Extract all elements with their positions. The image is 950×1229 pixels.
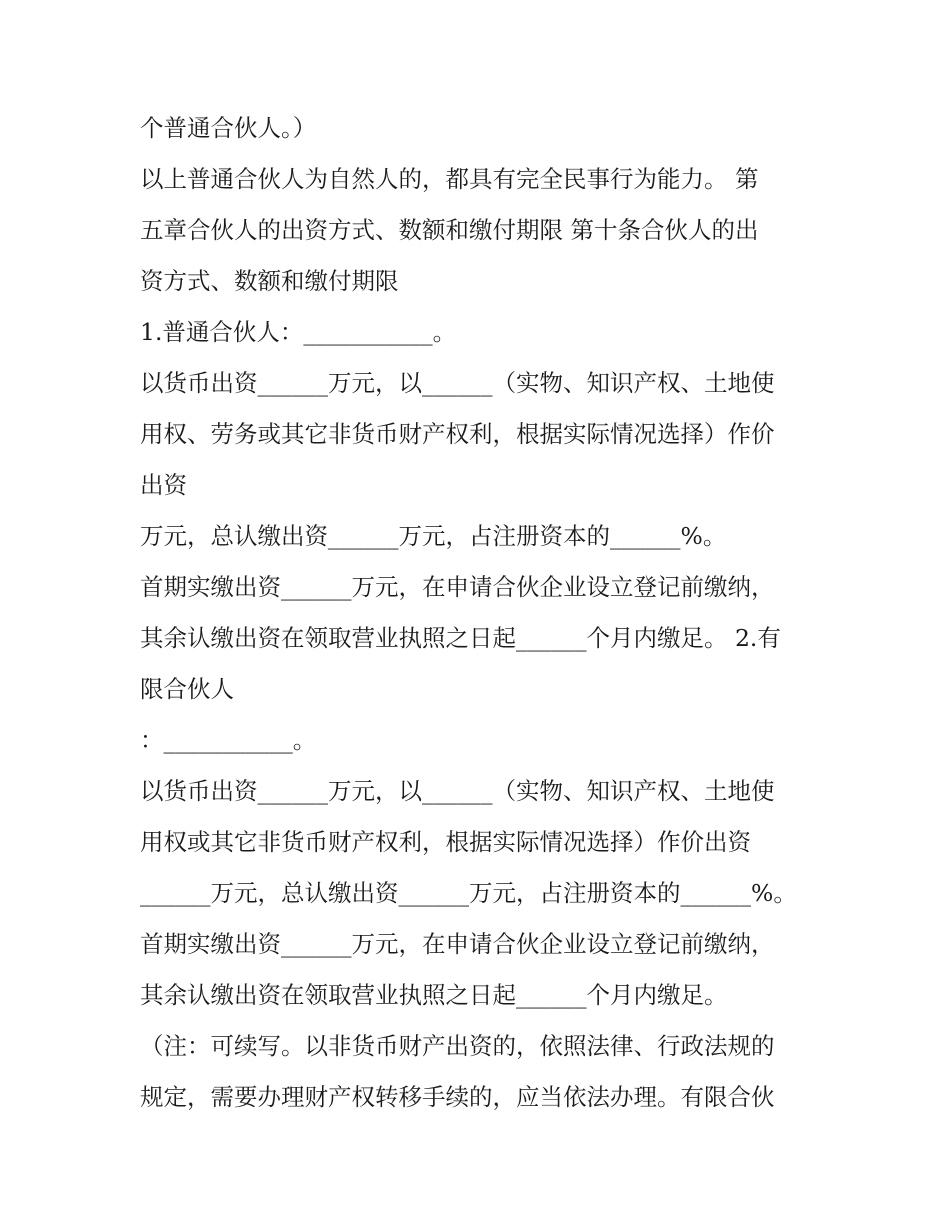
text-line: 五章合伙人的出资方式、数额和缴付期限 第十条合伙人的出 (140, 216, 759, 244)
text-line: 以上普通合伙人为自然人的，都具有完全民事行为能力。 第 (140, 165, 759, 193)
text-line: 首期实缴出资______万元，在申请合伙企业设立登记前缴纳， (140, 930, 775, 958)
text-line: 万元，总认缴出资______万元，占注册资本的______%。 (140, 522, 727, 550)
text-line: 首期实缴出资______万元，在申请合伙企业设立登记前缴纳， (140, 573, 775, 601)
text-line: 限合伙人 (140, 675, 234, 703)
text-line: ______万元，总认缴出资______万元，占注册资本的______%。 (140, 879, 797, 907)
text-line: 其余认缴出资在领取营业执照之日起______个月内缴足。 2.有 (140, 624, 781, 652)
text-line: 其余认缴出资在领取营业执照之日起______个月内缴足。 (140, 981, 728, 1009)
text-line: 出资 (140, 471, 187, 499)
text-line: 1.普通合伙人：___________。 (140, 318, 457, 346)
text-line: 资方式、数额和缴付期限 (140, 267, 399, 295)
text-line: （注：可续写。以非货币财产出资的，依照法律、行政法规的 (140, 1032, 775, 1060)
text-line: 以货币出资______万元，以______（实物、知识产权、土地使 (140, 369, 775, 397)
text-line: 用权或其它非货币财产权利，根据实际情况选择）作价出资 (140, 828, 751, 856)
text-line: 用权、劳务或其它非货币财产权利，根据实际情况选择）作价 (140, 420, 775, 448)
text-line: 规定，需要办理财产权转移手续的，应当依法办理。有限合伙 (140, 1083, 775, 1111)
text-line: ：___________。 (140, 726, 317, 754)
text-line: 以货币出资______万元，以______（实物、知识产权、土地使 (140, 777, 775, 805)
text-line: 个普通合伙人。） (140, 114, 317, 142)
